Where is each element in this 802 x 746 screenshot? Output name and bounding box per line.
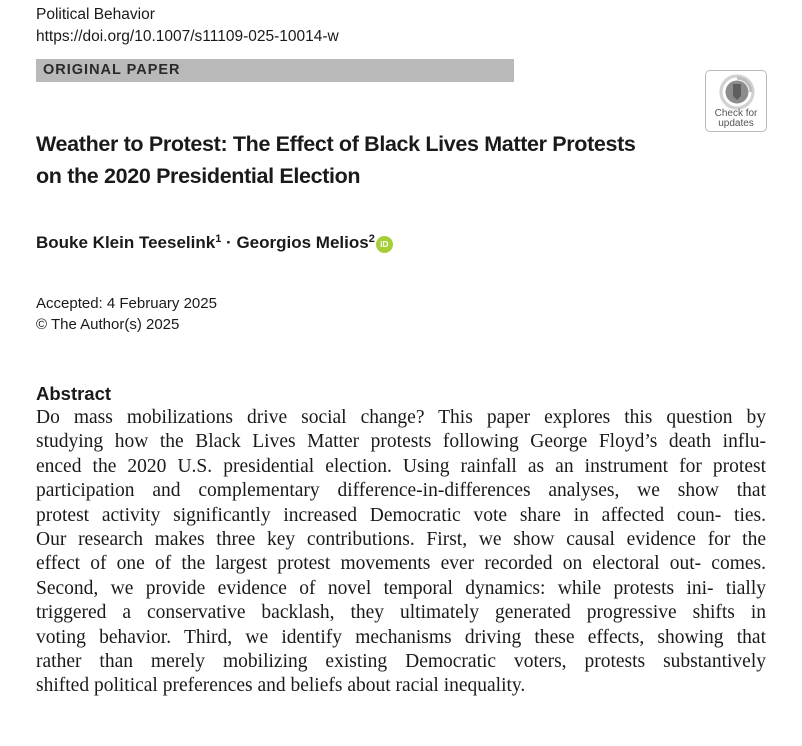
abstract-line: Do mass mobilizations drive social change? This paper explores this question by: [36, 407, 766, 428]
paper-title: [36, 128, 736, 192]
copyright-notice: © The Author(s) 2025: [36, 316, 180, 333]
abstract-line: participation and complementary difference-in-differences analyses, we show that: [36, 480, 766, 502]
check-for-updates-icon: [719, 74, 755, 110]
author-name-2[interactable]: Georgios Melios: [236, 233, 369, 252]
abstract-line: effect of one of the largest protest movements ever recorded on electoral out- comes.: [36, 553, 766, 575]
author-name-1[interactable]: Bouke Klein Teeselink: [36, 233, 216, 252]
orcid-icon[interactable]: iD: [376, 236, 393, 253]
article-type-label: ORIGINAL PAPER: [43, 62, 181, 78]
check-for-updates-line1: Check for: [714, 108, 758, 119]
check-for-updates-text: [706, 109, 766, 129]
accepted-date: Accepted: 4 February 2025: [36, 295, 217, 312]
abstract-text: [36, 406, 766, 699]
title-line-1: Weather to Protest: The Effect of Black Lives Matter Protests: [36, 132, 636, 156]
abstract-line: triggered a conservative backlash, they ultimately generated progressive shifts in: [36, 602, 766, 624]
check-for-updates-button[interactable]: [705, 70, 767, 132]
abstract-line: studying how the Black Lives Matter protests following George Floyd’s death influ-: [36, 431, 766, 453]
doi-link[interactable]: https://doi.org/10.1007/s11109-025-10014-w: [36, 28, 339, 45]
abstract-line: Second, we provide evidence of novel temporal dynamics: while protests ini- tially: [36, 577, 766, 599]
journal-name: Political Behavior: [36, 6, 155, 23]
abstract-line: enced the 2020 U.S. presidential election. Using rainfall as an instrument for protest: [36, 455, 766, 477]
abstract-line: voting behavior. Third, we identify mechanisms driving these effects, showing that: [36, 626, 766, 648]
affiliation-marker-1: 1: [215, 233, 222, 245]
abstract-line: protest activity significantly increased Democratic vote share in affected coun- ties.: [36, 504, 766, 526]
title-line-2: on the 2020 Presidential Election: [36, 164, 361, 188]
article-type-banner: [36, 59, 514, 82]
check-for-updates-line2: updates: [718, 118, 754, 129]
author-list: [36, 231, 393, 255]
abstract-heading: Abstract: [36, 383, 112, 404]
abstract-line: shifted political preferences and beliefs about racial inequality.: [36, 675, 526, 697]
abstract-line: rather than merely mobilizing existing Democratic voters, protests substantively: [36, 651, 766, 673]
affiliation-marker-2: 2: [368, 233, 375, 245]
abstract-line: Our research makes three key contributions. First, we show causal evidence for the: [36, 529, 766, 551]
author-separator: ·: [221, 233, 237, 252]
